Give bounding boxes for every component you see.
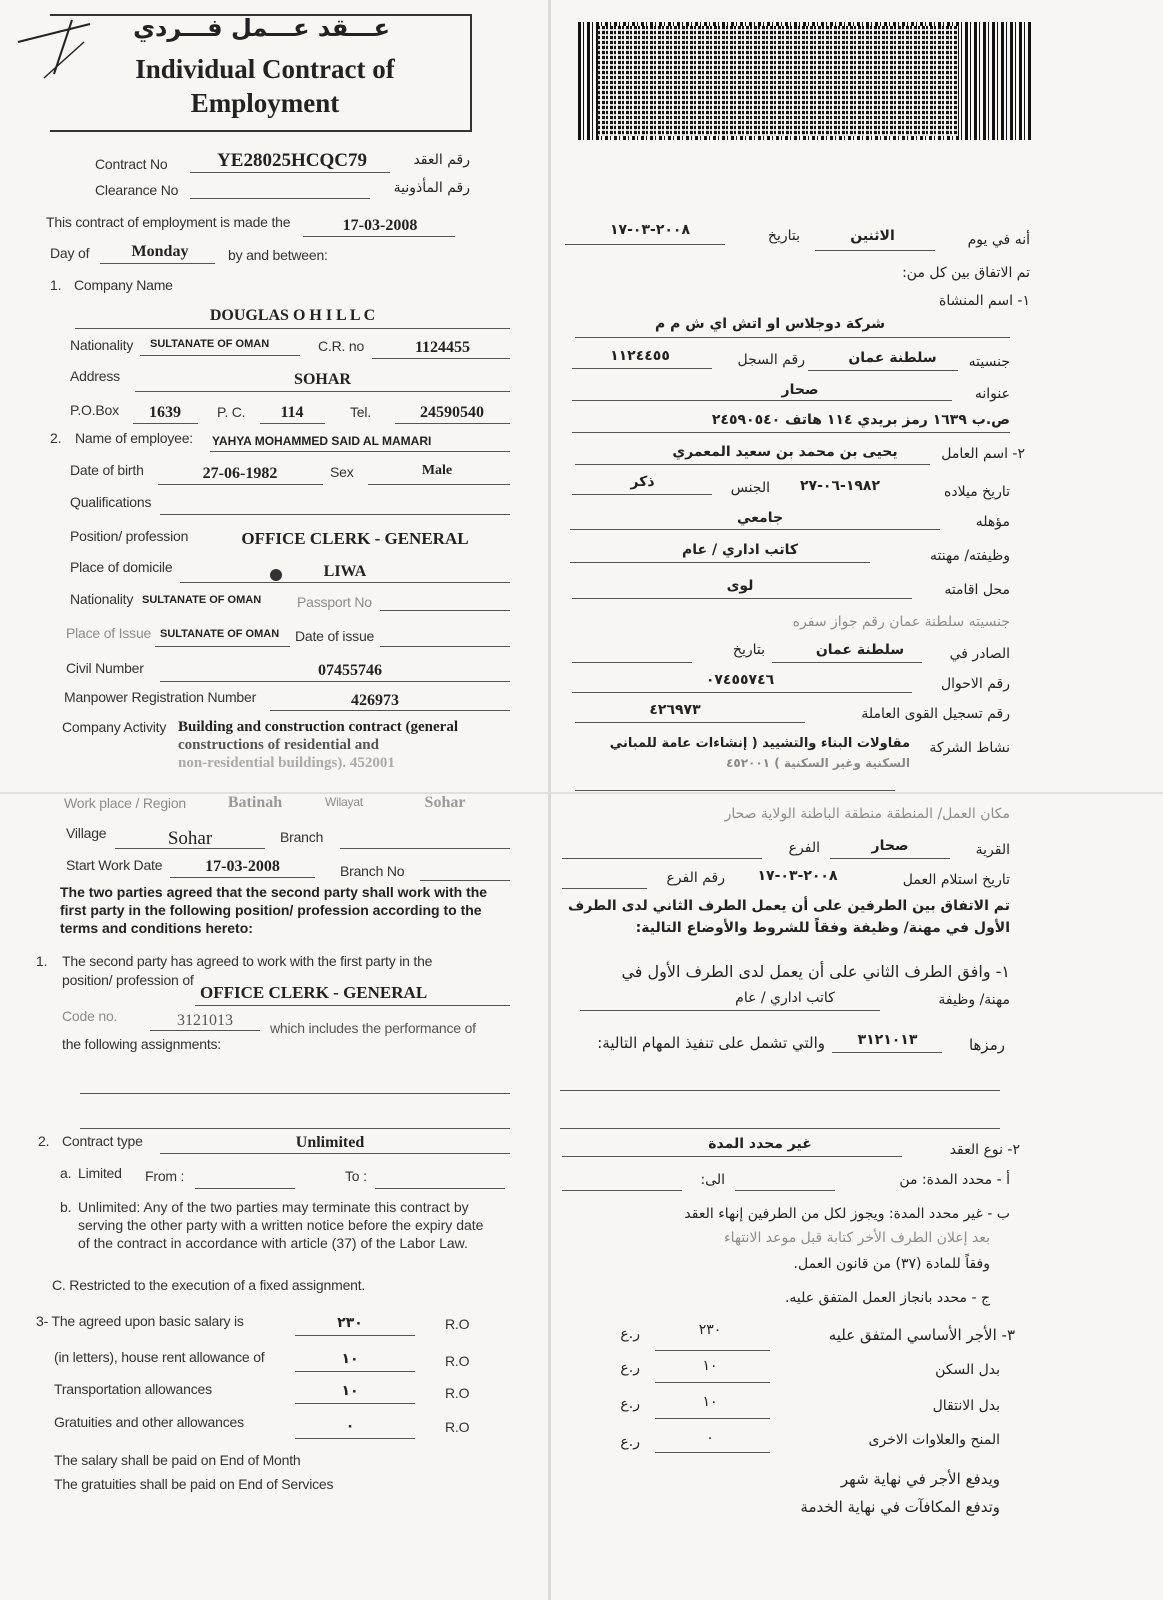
ar-salary-value: ٢٣٠ [698, 1322, 722, 1338]
contract-type-value: Unlimited [295, 1134, 365, 1151]
ar-job-label: وظيفته/ مهنته [929, 548, 1010, 564]
place-issue-value: SULTANATE OF OMAN [160, 628, 280, 640]
activity-line1: Building and construction contract (general [178, 719, 458, 735]
ar-grat-value: ٠ [706, 1430, 714, 1446]
salary-paid-note: The salary shall be paid on End of Month [54, 1452, 301, 1468]
ar-village-value: صحار [871, 838, 909, 854]
village-label: Village [66, 825, 107, 841]
transport-label: Transportation allowances [54, 1381, 212, 1397]
dob-value: 27-06-1982 [202, 465, 278, 482]
company-nationality: SULTANATE OF OMAN [150, 338, 270, 350]
gratuity-value: ٠ [345, 1418, 355, 1434]
ar-code-value: ٣١٢١٠١٣ [857, 1032, 918, 1048]
position-label: Position/ profession [70, 528, 189, 544]
pen-mark [14, 14, 94, 84]
ar-manpower-value: ٤٢٦٩٧٣ [649, 702, 701, 718]
ar-house-ro: ر.ع [620, 1360, 640, 1376]
ar-code-tail: والتي تشمل على تنفيذ المهام التالية: [597, 1034, 825, 1052]
section1-line1: The second party has agreed to work with the first party in the [62, 953, 433, 969]
sex-value: Male [421, 463, 453, 478]
ar-village-label: القرية [975, 842, 1010, 858]
clearance-label: Clearance No [95, 182, 179, 198]
section1-line2: position/ profession of [62, 972, 194, 988]
house-label: (in letters), house rent allowance of [54, 1349, 265, 1365]
ar-issued-date: بتاريخ [732, 642, 765, 658]
civil-label: Civil Number [66, 660, 144, 676]
activity-line2: constructions of residential and [178, 737, 379, 753]
company-name-label: Company Name [74, 277, 173, 293]
tel-label: Tel. [350, 404, 371, 420]
contract-type-label: Contract type [62, 1133, 143, 1149]
gratuity-paid-note: The gratuities shall be paid on End of Services [54, 1476, 334, 1492]
code-value: 3121013 [177, 1012, 233, 1029]
ar-limited-line: أ - محدد المدة: من [899, 1172, 1010, 1188]
unlimited-letter: b. [60, 1199, 72, 1215]
to-label: To : [345, 1168, 367, 1184]
title-english-line1: Individual Contract of [135, 54, 395, 84]
title-arabic: عـــقد عـــمل فـــردي [133, 14, 390, 42]
section1-position: OFFICE CLERK - GENERAL [200, 983, 428, 1002]
from-label: From : [145, 1168, 185, 1184]
contract-no-value: YE28025HCQC79 [217, 150, 367, 171]
ar-domicile-label: محل اقامته [944, 582, 1010, 598]
ar-s1-line2: مهنة/ وظيفة [938, 992, 1010, 1008]
ar-code-label: رمزها [968, 1036, 1005, 1054]
sex-label: Sex [330, 464, 354, 480]
pc-label: P. C. [217, 404, 246, 420]
activity-label: Company Activity [62, 719, 167, 735]
made-date: 17-03-2008 [342, 217, 418, 234]
ar-branch-no: رقم الفرع [666, 870, 725, 886]
ar-org-name-label: ١- اسم المنشاة [939, 293, 1030, 309]
contract-no-ar: رقم العقد [413, 152, 470, 168]
ar-agree-2: الأول في مهنة/ وظيفة وفقاً للشروط والأوضاع التالية: [635, 920, 1010, 936]
agreement-line3: terms and conditions hereto: [60, 920, 253, 936]
tel-value: 24590540 [420, 404, 484, 421]
limited-label: Limited [78, 1165, 122, 1181]
code-label: Code no. [62, 1008, 118, 1024]
transport-ro: R.O [445, 1385, 470, 1401]
ar-branch-label: الفرع [788, 840, 820, 856]
ar-on-day: أنه في يوم [967, 232, 1030, 248]
branch-label: Branch [280, 829, 324, 845]
unlimited-line3: of the contract in accordance with article (37) of the Labor Law. [78, 1235, 468, 1251]
ar-nationality-value: سلطنة عمان [848, 350, 937, 366]
emp-nationality-value: SULTANATE OF OMAN [142, 594, 262, 606]
contract-no-label: Contract No [95, 156, 168, 172]
assignments-label: the following assignments: [62, 1036, 221, 1052]
between-label: by and between: [228, 247, 328, 263]
page-fold-horizontal [0, 792, 1163, 794]
house-ro: R.O [445, 1353, 470, 1369]
day-value: Monday [131, 243, 189, 260]
ar-pobox-line: ص.ب ١٦٣٩ رمز بريدي ١١٤ هاتف ٢٤٥٩٠٥٤٠ [711, 412, 1010, 428]
pc-value: 114 [280, 404, 304, 421]
made-the-label: This contract of employment is made the [46, 214, 291, 230]
title-english-line2: Employment [190, 88, 340, 118]
ar-issued-label: الصادر في [949, 646, 1010, 662]
ar-type-value: غير محدد المدة [708, 1136, 812, 1152]
ar-activity-label: نشاط الشركة [929, 740, 1010, 756]
cr-value: 1124455 [414, 339, 471, 356]
transport-value: ١٠ [341, 1383, 359, 1399]
item-2-number: 2. [50, 430, 62, 446]
emp-nationality-label: Nationality [70, 591, 134, 607]
ar-sex-value: ذكر [630, 474, 655, 490]
ar-paid-1: ويدفع الأجر في نهاية شهر [840, 1470, 1000, 1488]
ar-qual-value: جامعي [736, 510, 784, 526]
civil-value: 07455746 [318, 662, 382, 679]
pobox-value: 1639 [149, 404, 181, 421]
section-1-number: 1. [36, 953, 48, 969]
ar-cr-value: ١١٢٤٤٥٥ [610, 348, 670, 364]
ar-salary-label: ٣- الأجر الأساسي المتفق عليه [828, 1326, 1015, 1344]
ar-domicile-value: لوى [726, 578, 754, 594]
ar-unl-2: بعد إعلان الطرف الأخر كتابة قبل موعد الانتهاء [724, 1230, 990, 1246]
limited-letter: a. [60, 1165, 72, 1181]
unlimited-line2: serving the other party with a written notice before the expiry date [78, 1217, 484, 1233]
ar-house-label: بدل السكن [935, 1362, 1000, 1378]
start-date-value: 17-03-2008 [205, 858, 280, 875]
ar-dob-value: ١٩٨٢-٠٦-٢٧ [800, 478, 880, 494]
agreement-line2: first party in the following position/ profession according to the [60, 902, 482, 918]
ar-grat-label: المنح والعلاوات الاخرى [868, 1432, 1000, 1448]
ar-nationality-label: جنسيته [968, 354, 1010, 370]
dob-label: Date of birth [70, 462, 144, 478]
cr-label: C.R. no [318, 338, 365, 354]
unlimited-line1: Unlimited: Any of the two parties may terminate this contract by [78, 1199, 469, 1215]
clearance-ar: رقم المأذونية [393, 180, 470, 196]
ar-transport-label: بدل الانتقال [932, 1398, 1000, 1414]
ar-grat-ro: ر.ع [620, 1434, 640, 1450]
ar-address-label: عنوانه [974, 386, 1010, 402]
ar-unl-1: ب - غير محدد المدة: ويجوز لكل من الطرفين إنهاء العقد [684, 1206, 1010, 1222]
ar-s1-job: كاتب اداري / عام [735, 990, 835, 1006]
domicile-label: Place of domicile [70, 559, 173, 575]
pobox-label: P.O.Box [70, 402, 119, 418]
ar-activity-2: السكنية وغير السكنية ) ٤٥٢٠٠١ [726, 756, 910, 770]
ar-issued-value: سلطنة عمان [815, 642, 905, 658]
ar-job-value: كاتب اداري / عام [682, 542, 798, 558]
ar-to: الى: [700, 1172, 725, 1188]
qualifications-label: Qualifications [70, 494, 152, 510]
section-2-number: 2. [38, 1133, 50, 1149]
agreement-line1: The two parties agreed that the second party shall work with the [60, 884, 488, 900]
salary-ro: R.O [445, 1316, 470, 1332]
ink-spot [270, 569, 282, 581]
ar-transport-ro: ر.ع [620, 1396, 640, 1412]
ar-qual-label: مؤهله [975, 514, 1010, 530]
day-of-label: Day of [50, 245, 90, 261]
domicile-value: LIWA [323, 563, 367, 580]
ar-start-label: تاريخ استلام العمل [902, 872, 1010, 888]
ar-address-value: صحار [781, 382, 819, 398]
address-value: SOHAR [294, 371, 351, 388]
ar-civil-label: رقم الاحوال [940, 676, 1010, 692]
wilayat-value: Sohar [424, 794, 466, 811]
company-name-value: DOUGLAS O H I L L C [209, 307, 376, 324]
ar-salary-ro: ر.ع [620, 1326, 640, 1342]
gratuity-label: Gratuities and other allowances [54, 1414, 244, 1430]
village-value: Sohar [167, 828, 213, 849]
ar-manpower-label: رقم تسجيل القوى العاملة [861, 706, 1010, 722]
address-label: Address [70, 368, 120, 384]
wilayat-label: Wilayat [325, 795, 363, 809]
ar-type-label: ٢- نوع العقد [949, 1142, 1020, 1158]
workplace-label: Work place / Region [64, 795, 187, 811]
start-date-label: Start Work Date [66, 857, 163, 873]
ar-agree-1: تم الاتفاق بين الطرفين على أن يعمل الطرف الثاني لدى الطرف [568, 898, 1010, 914]
code-tail: which includes the performance of [270, 1020, 476, 1036]
house-value: ١٠ [341, 1351, 359, 1367]
manpower-value: 426973 [351, 692, 399, 709]
date-issue-label: Date of issue [295, 628, 375, 644]
ar-cr-label: رقم السجل [737, 352, 805, 368]
page-fold [548, 0, 551, 1600]
ar-worker-label: ٢- اسم العامل [941, 446, 1025, 462]
ar-date-value: ٢٠٠٨-٠٣-١٧ [610, 222, 690, 238]
nationality-label: Nationality [70, 337, 134, 353]
ar-day-value: الاثنين [850, 228, 895, 244]
ar-workplace-line: مكان العمل/ المنطقة منطقة الباطنة الولاية صحار [724, 806, 1010, 822]
ar-worker-value: يحيى بن محمد بن سعيد المعمري [672, 444, 898, 460]
ar-civil-value: ٠٧٤٥٥٧٤٦ [705, 672, 775, 688]
ar-paid-2: وتدفع المكافآت في نهاية الخدمة [800, 1498, 1000, 1516]
salary-label: 3- The agreed upon basic salary is [36, 1313, 244, 1329]
employee-name-label: Name of employee: [75, 430, 193, 446]
ar-unl-3: وفقاً للمادة (٣٧) من قانون العمل. [793, 1256, 990, 1272]
place-issue-label: Place of Issue [66, 625, 152, 641]
barcode [578, 22, 1032, 140]
activity-line3: non-residential buildings). 452001 [178, 755, 395, 771]
position-value: OFFICE CLERK - GENERAL [241, 529, 469, 548]
gratuity-ro: R.O [445, 1419, 470, 1435]
ar-transport-value: ١٠ [702, 1394, 718, 1410]
ar-activity-1: مقاولات البناء والتشييد ( إنشاءات عامة للمباني [609, 736, 910, 751]
ar-dated: بتاريخ [767, 228, 800, 244]
item-1-number: 1. [50, 277, 62, 293]
ar-house-value: ١٠ [702, 1358, 718, 1374]
ar-dob-label: تاريخ ميلاده [944, 484, 1010, 500]
ar-org-name-value: شركة دوجلاس او اتش اي ش م م [655, 316, 885, 332]
passport-label: Passport No [297, 594, 372, 610]
ar-start-value: ٢٠٠٨-٠٣-١٧ [757, 868, 838, 884]
workplace-value: Batinah [227, 794, 283, 811]
ar-restricted: ج - محدد بانجاز العمل المتفق عليه. [784, 1290, 990, 1306]
salary-value: ٢٣٠ [337, 1315, 363, 1331]
ar-nat-passport: جنسيته سلطنة عمان رقم جواز سفره [792, 614, 1010, 630]
ar-s1-line1: ١- وافق الطرف الثاني على أن يعمل لدى الطرف الأول في [621, 962, 1010, 981]
ar-agreed: تم الاتفاق بين كل من: [902, 265, 1030, 281]
branch-no-label: Branch No [340, 863, 405, 879]
ar-sex-label: الجنس [730, 480, 770, 496]
employee-name-value: YAHYA MOHAMMED SAID AL MAMARI [212, 434, 432, 448]
restricted-label: C. Restricted to the execution of a fixed assignment. [52, 1277, 366, 1293]
manpower-label: Manpower Registration Number [64, 689, 257, 705]
